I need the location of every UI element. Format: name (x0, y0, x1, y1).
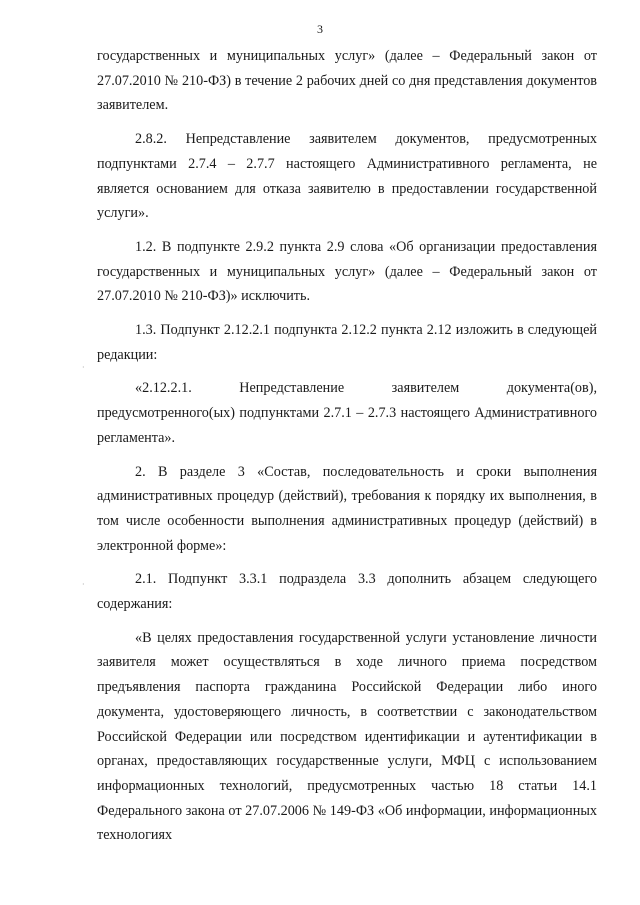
page-number: 3 (317, 22, 323, 36)
paragraph-2-8-2: 2.8.2. Непредставление заявителем документов, предусмотренных подпунктами 2.7.4 – 2.7.7 настоящего Административного регламента, не является основанием для отказа заявителю в предоставлении государственной услуги». (97, 131, 597, 222)
document-body (97, 44, 597, 848)
scan-speck: · (82, 580, 85, 589)
paragraph-continuation: государственных и муниципальных услуг» (далее – Федеральный закон от 27.07.2010 № 210-ФЗ) в течение 2 рабочих дней со дня представления документов заявителем. (97, 48, 597, 114)
paragraph-2-12-2-1: «2.12.2.1. Непредставление заявителем документа(ов), предусмотренного(ых) подпунктами 2.7.1 – 2.7.3 настоящего Административного регламента». (97, 380, 597, 446)
paragraph-section-3: 2. В разделе 3 «Состав, последовательность и сроки выполнения административных процедур (действий), требования к порядку их выполнения, в том числе особенности выполнения административных процедур (действий) в электронной форме»: (97, 463, 597, 554)
paragraph-identification: «В целях предоставления государственной услуги установление личности заявителя может осуществляться в ходе личного приема посредством предъявления паспорта гражданина Российской Федерации либо иного документа, удостоверяющего личность, в соответствии с законодательством Российской Федерации или посредством идентификации и аутентификации в органах, предоставляющих государственные услуги, МФЦ с использованием информационных технологий, предусмотренных частью 18 статьи 14.1 Федерального закона от 27.07.2006 № 149-ФЗ «Об информации, информационных технологиях (97, 629, 597, 844)
scan-speck: · (82, 363, 85, 372)
paragraph-1-2: 1.2. В подпункте 2.9.2 пункта 2.9 слова «Об организации предоставления государственных и муниципальных услуг» (далее – Федеральный закон от 27.07.2010 № 210-ФЗ)» исключить. (97, 238, 597, 305)
paragraph-1-3: 1.3. Подпункт 2.12.2.1 подпункта 2.12.2 пункта 2.12 изложить в следующей редакции: (97, 322, 597, 363)
paragraph-2-1: 2.1. Подпункт 3.3.1 подраздела 3.3 дополнить абзацем следующего содержания: (97, 571, 597, 613)
